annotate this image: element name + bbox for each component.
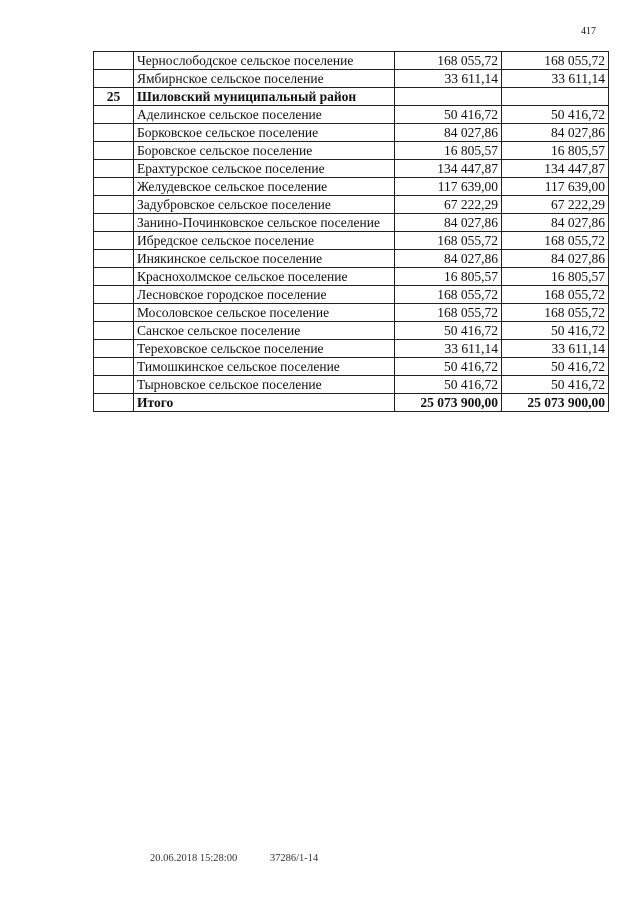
total-row: [94, 394, 609, 412]
row-number: 25: [94, 88, 134, 106]
settlement-name: Ерахтурское сельское поселение: [134, 160, 395, 178]
amount-column-2: 25 073 900,00: [502, 394, 609, 412]
amount-column-2: 50 416,72: [502, 376, 609, 394]
table-row: [94, 214, 609, 232]
amount-column-2: 84 027,86: [502, 250, 609, 268]
amount-column-1: 50 416,72: [395, 322, 502, 340]
settlement-name: Борковское сельское поселение: [134, 124, 395, 142]
settlement-name: Санское сельское поселение: [134, 322, 395, 340]
settlement-name: Мосоловское сельское поселение: [134, 304, 395, 322]
amount-column-2: 168 055,72: [502, 304, 609, 322]
settlement-name: Тимошкинское сельское поселение: [134, 358, 395, 376]
amount-column-2: 50 416,72: [502, 106, 609, 124]
amount-column-1: 25 073 900,00: [395, 394, 502, 412]
footer-doc-code: 37286/1-14: [269, 853, 319, 864]
amount-column-2: 50 416,72: [502, 358, 609, 376]
settlement-name: Шиловский муниципальный район: [134, 88, 395, 106]
table-row: [94, 160, 609, 178]
table-row: [94, 340, 609, 358]
amount-column-2: 84 027,86: [502, 124, 609, 142]
row-number: [94, 142, 134, 160]
table-row: [94, 52, 609, 70]
amount-column-1: 168 055,72: [395, 304, 502, 322]
amount-column-2: 168 055,72: [502, 232, 609, 250]
settlement-name: Инякинское сельское поселение: [134, 250, 395, 268]
table-row: [94, 286, 609, 304]
amount-column-2: 117 639,00: [502, 178, 609, 196]
amount-column-2: 33 611,14: [502, 340, 609, 358]
row-number: [94, 178, 134, 196]
amount-column-1: 117 639,00: [395, 178, 502, 196]
row-number: [94, 304, 134, 322]
amount-column-1: 134 447,87: [395, 160, 502, 178]
budget-table: [93, 51, 609, 412]
amount-column-1: 33 611,14: [395, 70, 502, 88]
amount-column-2: 168 055,72: [502, 286, 609, 304]
row-number: [94, 376, 134, 394]
row-number: [94, 52, 134, 70]
settlement-name: Боровское сельское поселение: [134, 142, 395, 160]
row-number: [94, 106, 134, 124]
table-row: [94, 376, 609, 394]
settlement-name: Аделинское сельское поселение: [134, 106, 395, 124]
amount-column-1: 33 611,14: [395, 340, 502, 358]
district-row: [94, 88, 609, 106]
table-row: [94, 70, 609, 88]
amount-column-1: 168 055,72: [395, 232, 502, 250]
table-row: [94, 232, 609, 250]
row-number: [94, 268, 134, 286]
row-number: [94, 196, 134, 214]
row-number: [94, 286, 134, 304]
amount-column-2: 50 416,72: [502, 322, 609, 340]
settlement-name: Лесновское городское поселение: [134, 286, 395, 304]
amount-column-1: 67 222,29: [395, 196, 502, 214]
table-body: [94, 52, 609, 412]
table-row: [94, 358, 609, 376]
amount-column-2: 16 805,57: [502, 268, 609, 286]
row-number: [94, 124, 134, 142]
row-number: [94, 232, 134, 250]
amount-column-1: 84 027,86: [395, 250, 502, 268]
table-row: [94, 250, 609, 268]
table-row: [94, 268, 609, 286]
footer: [150, 853, 318, 864]
amount-column-1: [395, 88, 502, 106]
table-row: [94, 178, 609, 196]
settlement-name: Задубровское сельское поселение: [134, 196, 395, 214]
amount-column-1: 84 027,86: [395, 214, 502, 232]
footer-datetime: 20.06.2018 15:28:00: [150, 853, 238, 864]
settlement-name: Занино-Починковское сельское поселение: [134, 214, 395, 232]
settlement-name: Краснохолмское сельское поселение: [134, 268, 395, 286]
table-row: [94, 322, 609, 340]
settlement-name: Желудевское сельское поселение: [134, 178, 395, 196]
row-number: [94, 340, 134, 358]
table-row: [94, 124, 609, 142]
amount-column-1: 50 416,72: [395, 358, 502, 376]
row-number: [94, 214, 134, 232]
amount-column-1: 16 805,57: [395, 268, 502, 286]
settlement-name: Тырновское сельское поселение: [134, 376, 395, 394]
settlement-name: Ибредское сельское поселение: [134, 232, 395, 250]
row-number: [94, 322, 134, 340]
row-number: [94, 160, 134, 178]
settlement-name: Итого: [134, 394, 395, 412]
amount-column-2: 67 222,29: [502, 196, 609, 214]
amount-column-2: 168 055,72: [502, 52, 609, 70]
row-number: [94, 394, 134, 412]
amount-column-1: 168 055,72: [395, 286, 502, 304]
row-number: [94, 70, 134, 88]
table-row: [94, 196, 609, 214]
settlement-name: Чернослободское сельское поселение: [134, 52, 395, 70]
amount-column-2: 33 611,14: [502, 70, 609, 88]
table-row: [94, 106, 609, 124]
amount-column-1: 16 805,57: [395, 142, 502, 160]
row-number: [94, 250, 134, 268]
page-number: 417: [581, 26, 596, 37]
amount-column-1: 84 027,86: [395, 124, 502, 142]
settlement-name: Тереховское сельское поселение: [134, 340, 395, 358]
table-row: [94, 142, 609, 160]
row-number: [94, 358, 134, 376]
table-row: [94, 304, 609, 322]
settlement-name: Ямбирнское сельское поселение: [134, 70, 395, 88]
amount-column-2: 134 447,87: [502, 160, 609, 178]
amount-column-1: 50 416,72: [395, 106, 502, 124]
amount-column-1: 50 416,72: [395, 376, 502, 394]
amount-column-2: 84 027,86: [502, 214, 609, 232]
amount-column-1: 168 055,72: [395, 52, 502, 70]
amount-column-2: [502, 88, 609, 106]
amount-column-2: 16 805,57: [502, 142, 609, 160]
